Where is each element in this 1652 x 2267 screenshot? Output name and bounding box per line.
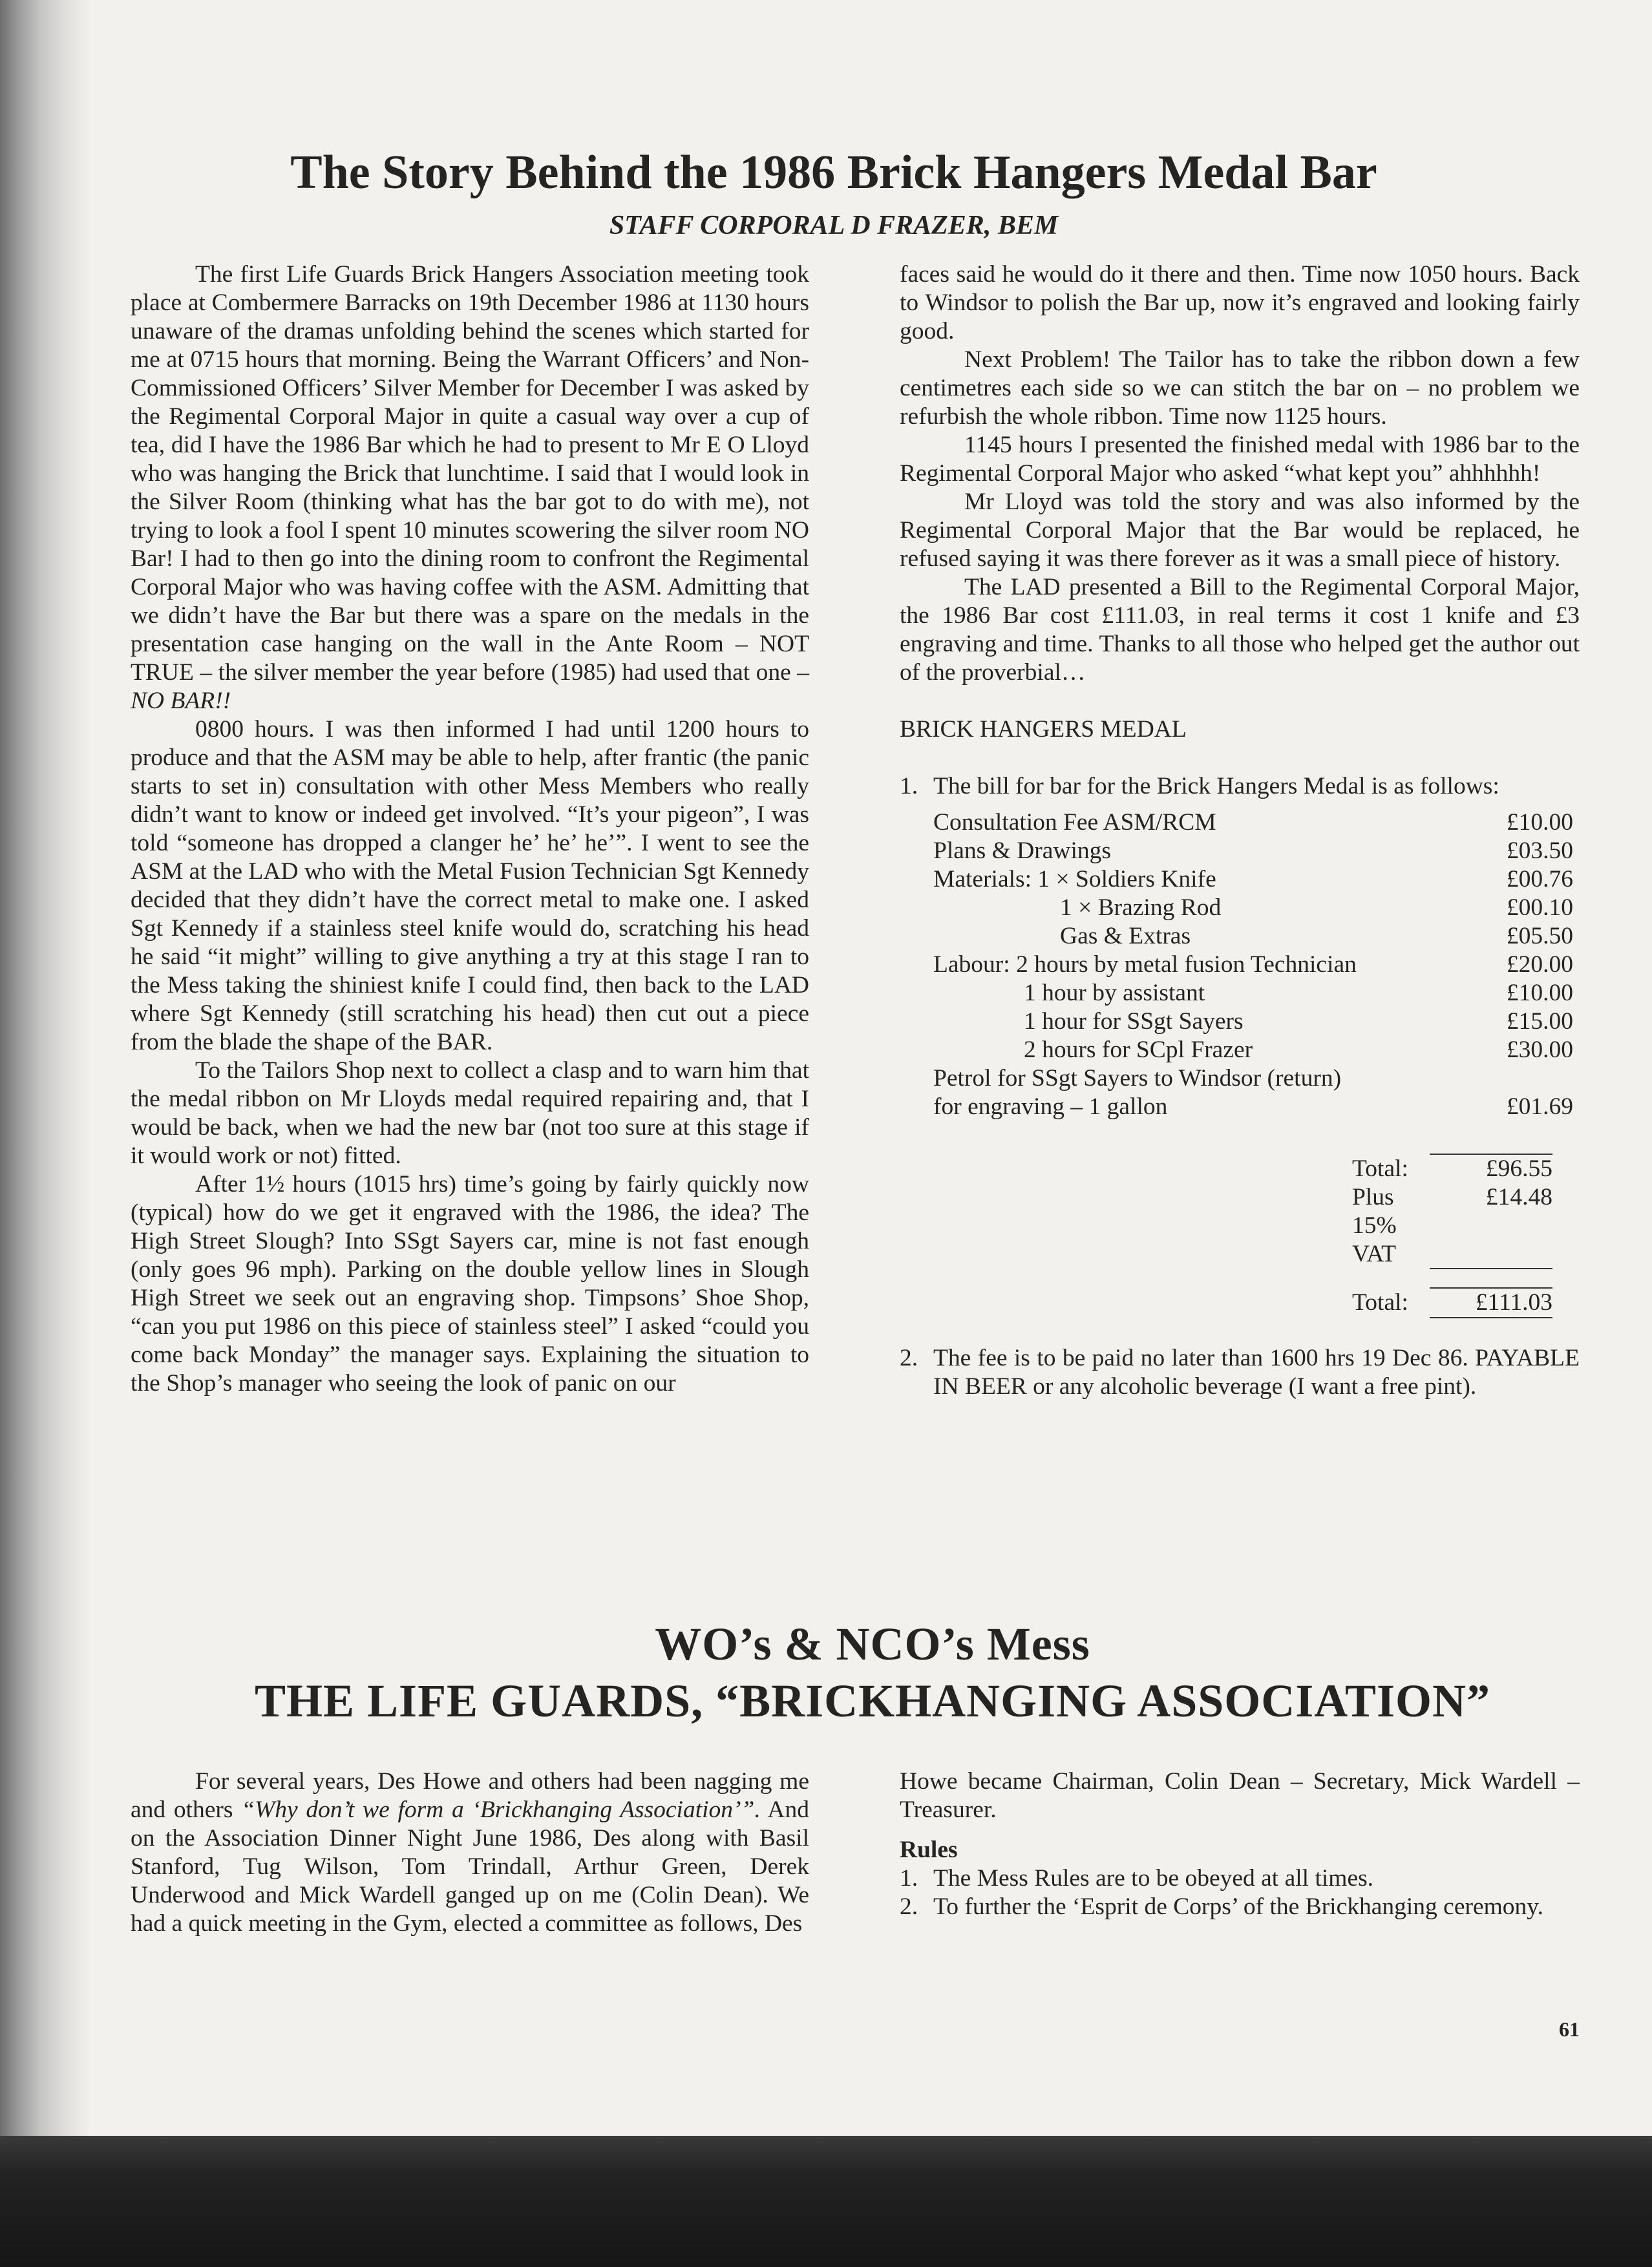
paragraph: Next Problem! The Tailor has to take the ribbon down a few centimetres each side so we can stitch the bar on – no problem we refurbish the whole ribbon. Time now 1125 hours. [900,346,1580,430]
paragraph: Howe became Chairman, Colin Dean – Secretary, Mick Wardell – Treasurer. [900,1768,1580,1823]
table-row [933,979,1573,1007]
table-row [933,808,1573,837]
list-number: 2. [900,1893,918,1920]
table-row [933,951,1573,979]
bill-amount: £03.50 [1506,838,1573,864]
table-row [933,894,1573,922]
total-value: £96.55 [1430,1154,1552,1183]
bill-label: Petrol for SSgt Sayers to Windsor (return) [933,1065,1342,1091]
paragraph: 0800 hours. I was then informed I had until 1200 hours to produce and that the ASM may be able to help, after frantic (the panic starts to set in) consultation with other Mess Members who really didn’t want to know or indeed get involved. “It’s your pigeon”, I was told “someone has dropped a clanger he’ he’ he’”. I went to see the ASM at the LAD who with the Metal Fusion Technician Sgt Kennedy decided that they didn’t have the correct metal to make one. I asked Sgt Kennedy if a stainless steel knife would do, scratching his head he said “it might” willing to give anything a try at this stage I ran to the Mess taking the shiniest knife I could find, then back to the LAD where Sgt Kennedy (still scratching his head) then cut out a piece from the blade the shape of the BAR. [131,716,809,1055]
paragraph [131,260,809,715]
paragraph: faces said he would do it there and then. Time now 1050 hours. Back to Windsor to polish the Bar up, now it’s engraved and looking fairly good. [900,261,1580,344]
bill-amount: £00.10 [1506,894,1573,921]
list-text: The Mess Rules are to be obeyed at all times. [933,1865,1374,1892]
table-row [933,1064,1573,1093]
bill-amount: £01.69 [1506,1093,1573,1120]
section-title-line1: WO’s & NCO’s Mess [655,1618,1090,1670]
table-row [933,865,1573,894]
paragraph: Mr Lloyd was told the story and was also informed by the Regimental Corporal Major that the Bar would be replaced, he refused saying it was there forever as it was a small piece of history. [900,489,1580,572]
bill-amount: £05.50 [1506,923,1573,949]
table-row [933,1093,1573,1121]
table-row [1352,1154,1552,1183]
byline: STAFF CORPORAL D FRAZER, BEM [609,211,1059,240]
rules-list [900,1864,1580,1921]
bill-list [900,772,1580,801]
rules-heading: Rules [900,1837,958,1863]
association-column-left [131,1767,809,1938]
bill-label: Consultation Fee ASM/RCM [933,809,1216,836]
fee-list [900,1344,1580,1401]
table-row [933,837,1573,865]
bill-label: 2 hours for SCpl Frazer [1024,1037,1253,1063]
bill-amount [1486,1064,1573,1093]
book-spine-shadow [0,0,90,2267]
bill-label: 1 hour for SSgt Sayers [1024,1008,1244,1035]
bill-label: 1 hour by assistant [1024,980,1205,1006]
section-title-line2: THE LIFE GUARDS, “BRICKHANGING ASSOCIATION” [254,1675,1490,1727]
article-title: The Story Behind the 1986 Brick Hangers Medal Bar [290,146,1377,199]
table-row [933,1036,1573,1064]
paragraph: After 1½ hours (1015 hrs) time’s going by fairly quickly now (typical) how do we get it engraved with the 1986, the idea? The High Street Slough? Into SSgt Sayers car, mine is not fast enough (only goes 96 mph). Parking on the double yellow lines in Slough High Street we seek out an engraving shop. Timpsons’ Shoe Shop, “can you put 1986 on this piece of stainless steel” I asked “could you come back Monday” the manager says. Explaining the situation to the Shop’s manager who seeing the look of panic on our [131,1171,809,1397]
list-text: The fee is to be paid no later than 1600 hrs 19 Dec 86. PAYABLE IN BEER or any alcoholic beverage (I want a free pint). [933,1345,1580,1400]
table-row [933,922,1573,951]
vat-label: Plus 15% VAT [1352,1184,1397,1267]
medal-heading: BRICK HANGERS MEDAL [900,716,1187,743]
grand-total-label: Total: [1352,1289,1408,1316]
no-bar-emphasis: NO BAR!! [131,688,231,714]
paragraph: The LAD presented a Bill to the Regimental Corporal Major, the 1986 Bar cost £111.03, in real terms it cost 1 knife and £3 engraving and time. Thanks to all those who helped get the author out of the proverbial… [900,574,1580,686]
paragraph [131,1767,809,1938]
paragraph-text: And on the Association Dinner Night June 1986, Des along with Basil Stanford, Tug Wilson, Tom Trindall, Arthur Green, Derek Underwood and Mick Wardell ganged up on me (Colin Dean). We had a quick meeting in the Gym, elected a committee as follows, Des [131,1797,810,1937]
list-number: 1. [900,1865,918,1892]
page-number: 61 [1559,2018,1580,2041]
paragraph: 1145 hours I presented the finished medal with 1986 bar to the Regimental Corporal Major who asked “what kept you” ahhhhhh! [900,432,1580,487]
quoted-question: “Why don’t we form a ‘Brickhanging Association’”. [241,1797,761,1823]
list-text: To further the ‘Esprit de Corps’ of the Brickhanging ceremony. [933,1893,1543,1920]
bill-amount: £15.00 [1506,1008,1573,1035]
bill-label: Labour: 2 hours by metal fusion Technician [933,951,1357,978]
bill-label: Materials: 1 × Soldiers Knife [933,866,1216,892]
bill-label: for engraving – 1 gallon [933,1093,1168,1120]
article-column-left [131,260,809,1398]
bill-amount: £00.76 [1506,866,1573,892]
list-number: 1. [900,773,918,799]
vat-value: £14.48 [1485,1184,1552,1210]
list-item [900,772,1580,801]
list-item [900,1893,1580,1921]
bill-amount: £30.00 [1506,1037,1573,1063]
paragraph-text: The first Life Guards Brick Hangers Association meeting took place at Combermere Barracks on 19th December 1986 at 1130 hours unaware of the dramas unfolding behind the scenes which started for me at 0715 hours that morning. Being the Warrant Officers’ and Non-Commissioned Officers’ Silver Member for December I was asked by the Regimental Corporal Major in quite a casual way over a cup of tea, did I have the 1986 Bar which he had to present to Mr E O Lloyd who was hanging the Brick that lunchtime. I said that I would look in the Silver Room (thinking what has the bar got to do with me), not trying to look a fool I spent 10 minutes scowering the silver room NO Bar! I had to then go into the dining room to confront the Regimental Corporal Major who was having coffee with the ASM. Admitting that we didn’t have the Bar but there was a spare on the medals in the presentation case hanging on the wall in the Ante Room – NOT TRUE – the silver member the year before (1985) had used that one – [131,261,809,686]
bill-label: Gas & Extras [1060,923,1191,949]
table-row [933,1007,1573,1036]
bill-amount: £10.00 [1506,809,1573,836]
table-row [1352,1269,1552,1288]
grand-total-value: £111.03 [1430,1288,1552,1318]
list-number: 2. [900,1345,918,1371]
table-row [1352,1183,1552,1269]
table-row [1352,1288,1552,1318]
list-text: The bill for bar for the Brick Hangers Medal is as follows: [933,773,1499,799]
association-column-right [900,1767,1580,1921]
bill-label: Plans & Drawings [933,838,1111,864]
totals-table [1352,1154,1552,1318]
paragraph-text: For several years, Des Howe and others had been nagging me and others [131,1768,809,1823]
total-label: Total: [1352,1155,1408,1182]
bill-label: 1 × Brazing Rod [1060,894,1222,921]
list-item [900,1864,1580,1893]
list-item [900,1344,1580,1401]
article-column-right [900,260,1580,1401]
bill-amount: £20.00 [1506,951,1573,978]
dark-photo-strip [0,2136,1652,2267]
bill-amount: £10.00 [1506,980,1573,1006]
paragraph: To the Tailors Shop next to collect a clasp and to warn him that the medal ribbon on Mr Lloyds medal required repairing and, that I would be back, when we had the new bar (not too sure at this stage if it would work or not) fitted. [131,1057,809,1169]
bill-table [933,808,1573,1121]
